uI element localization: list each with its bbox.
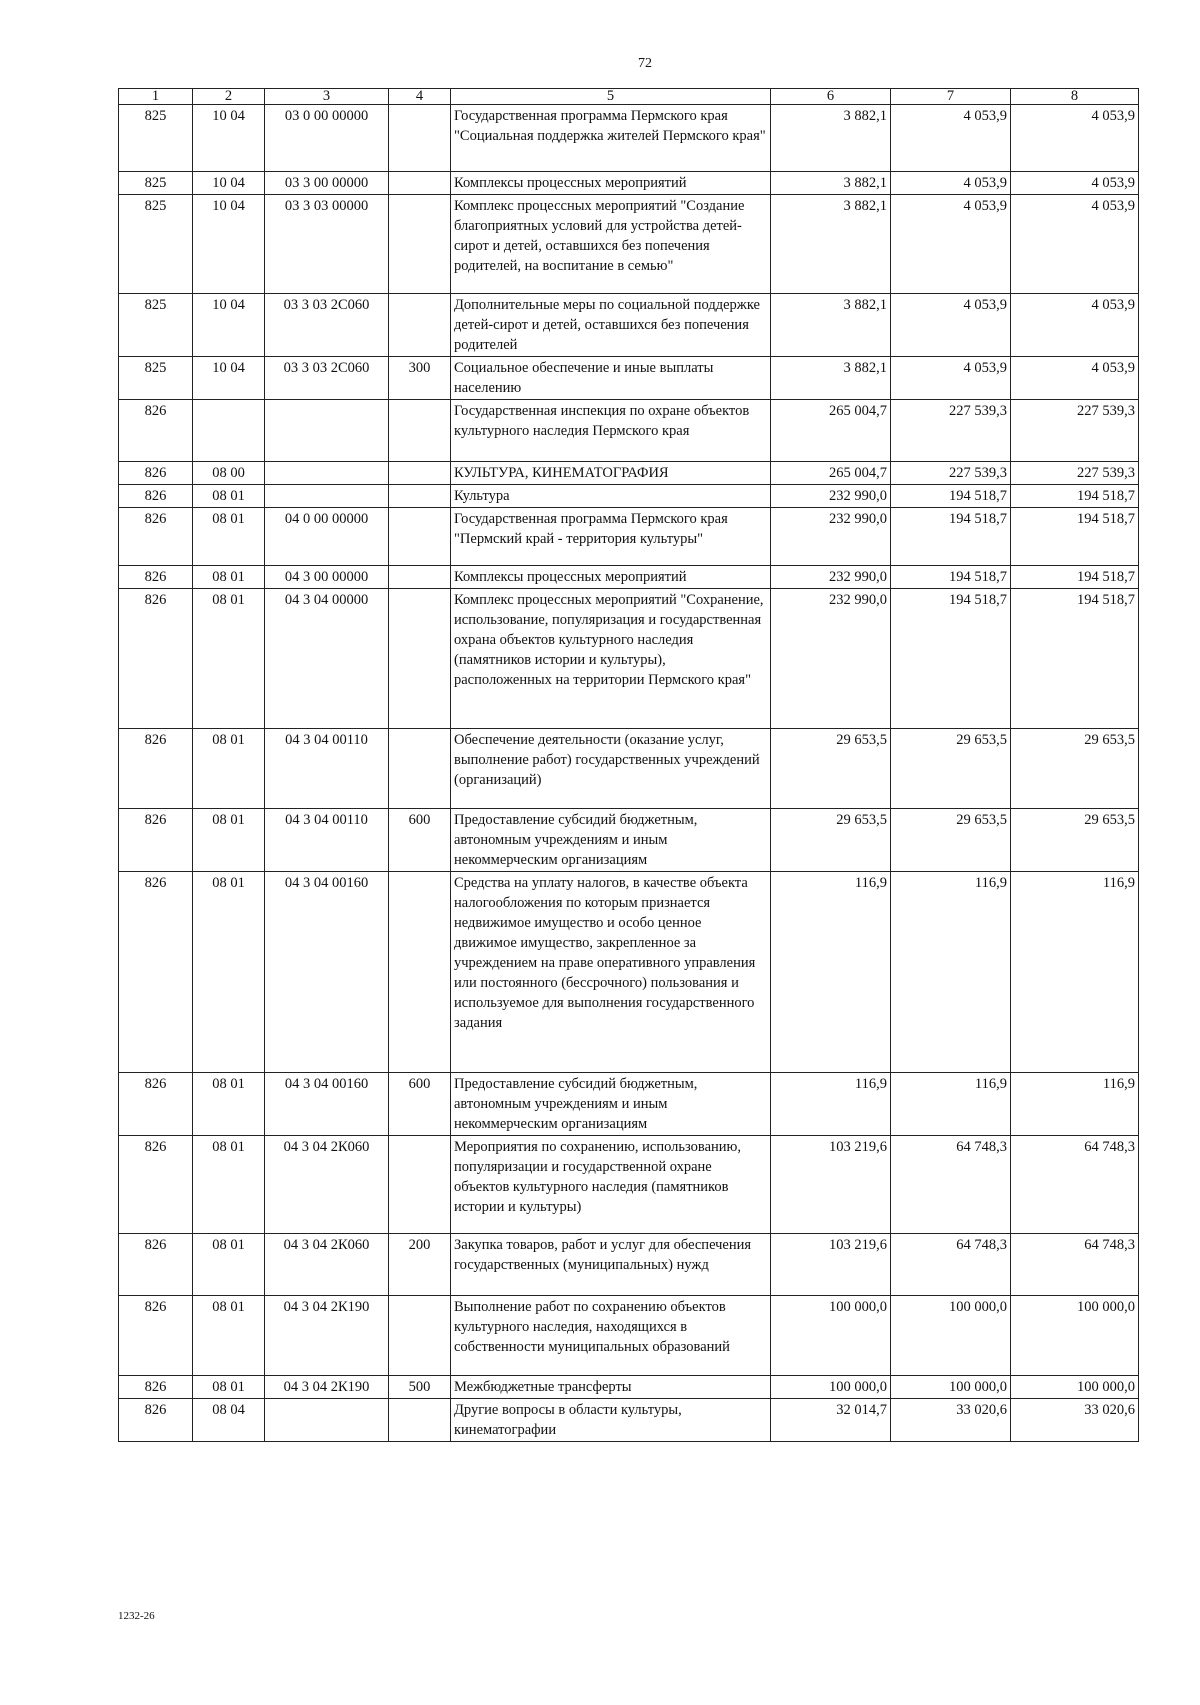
item-name-cell: Культура [451,485,771,508]
table-row [119,1376,1139,1399]
amount-2025-cell: 64 748,3 [891,1234,1011,1296]
amount-2026-cell: 4 053,9 [1011,105,1139,172]
amount-2025-cell: 116,9 [891,872,1011,1073]
table-row [119,294,1139,357]
amount-2026-cell: 100 000,0 [1011,1376,1139,1399]
column-header: 8 [1011,89,1139,105]
expense-type-code-cell: 300 [389,357,451,400]
amount-2024-cell: 3 882,1 [771,105,891,172]
amount-2024-cell: 29 653,5 [771,809,891,872]
section-code-cell: 08 01 [193,589,265,729]
column-header: 6 [771,89,891,105]
glavbs-code-cell: 825 [119,294,193,357]
expense-type-code-cell: 600 [389,1073,451,1136]
item-name-cell: Средства на уплату налогов, в качестве объекта налогообложения по которым признается недвижимое имущество и особо ценное движимое имущество, закрепленное за учреждением на праве оперативного управления или постоянного (бессрочного) пользования и используемое для выполнения государственного задания [451,872,771,1073]
item-name-cell: Государственная программа Пермского края "Пермский край - территория культуры" [451,508,771,566]
amount-2026-cell: 227 539,3 [1011,400,1139,462]
target-article-code-cell: 04 0 00 00000 [265,508,389,566]
section-code-cell: 08 01 [193,809,265,872]
amount-2024-cell: 232 990,0 [771,485,891,508]
amount-2024-cell: 232 990,0 [771,589,891,729]
item-name-cell: Государственная программа Пермского края "Социальная поддержка жителей Пермского края" [451,105,771,172]
column-header: 5 [451,89,771,105]
item-name-cell: Обеспечение деятельности (оказание услуг, выполнение работ) государственных учреждений (организаций) [451,729,771,809]
glavbs-code-cell: 826 [119,400,193,462]
table-row [119,508,1139,566]
expense-type-code-cell [389,1136,451,1234]
amount-2026-cell: 194 518,7 [1011,566,1139,589]
item-name-cell: Социальное обеспечение и иные выплаты населению [451,357,771,400]
target-article-code-cell: 04 3 04 2К060 [265,1234,389,1296]
target-article-code-cell: 04 3 04 2К190 [265,1376,389,1399]
target-article-code-cell: 04 3 04 00110 [265,729,389,809]
expense-type-code-cell: 500 [389,1376,451,1399]
amount-2024-cell: 103 219,6 [771,1136,891,1234]
table-row [119,809,1139,872]
glavbs-code-cell: 826 [119,508,193,566]
item-name-cell: Комплекс процессных мероприятий "Сохранение, использование, популяризация и государственная охрана объектов культурного наследия (памятников истории и культуры), расположенных на территории Пермского края" [451,589,771,729]
amount-2026-cell: 116,9 [1011,872,1139,1073]
section-code-cell: 08 01 [193,1073,265,1136]
item-name-cell: КУЛЬТУРА, КИНЕМАТОГРАФИЯ [451,462,771,485]
expense-type-code-cell [389,729,451,809]
glavbs-code-cell: 825 [119,105,193,172]
glavbs-code-cell: 826 [119,1376,193,1399]
expense-type-code-cell [389,462,451,485]
expense-type-code-cell [389,485,451,508]
target-article-code-cell: 04 3 04 00110 [265,809,389,872]
expense-type-code-cell [389,172,451,195]
glavbs-code-cell: 826 [119,729,193,809]
amount-2024-cell: 100 000,0 [771,1296,891,1376]
amount-2026-cell: 4 053,9 [1011,294,1139,357]
target-article-code-cell: 03 3 00 00000 [265,172,389,195]
section-code-cell: 08 01 [193,872,265,1073]
glavbs-code-cell: 826 [119,1399,193,1442]
target-article-code-cell: 04 3 00 00000 [265,566,389,589]
amount-2026-cell: 194 518,7 [1011,589,1139,729]
amount-2026-cell: 4 053,9 [1011,195,1139,294]
target-article-code-cell: 03 3 03 2С060 [265,357,389,400]
glavbs-code-cell: 825 [119,357,193,400]
glavbs-code-cell: 826 [119,1296,193,1376]
target-article-code-cell: 04 3 04 00160 [265,1073,389,1136]
budget-table [118,88,1139,1442]
table-row [119,1234,1139,1296]
table-row [119,589,1139,729]
amount-2026-cell: 64 748,3 [1011,1234,1139,1296]
amount-2025-cell: 29 653,5 [891,809,1011,872]
column-header: 7 [891,89,1011,105]
amount-2025-cell: 194 518,7 [891,485,1011,508]
amount-2024-cell: 3 882,1 [771,195,891,294]
amount-2024-cell: 3 882,1 [771,357,891,400]
expense-type-code-cell [389,105,451,172]
section-code-cell: 10 04 [193,105,265,172]
target-article-code-cell [265,485,389,508]
amount-2026-cell: 29 653,5 [1011,729,1139,809]
amount-2024-cell: 116,9 [771,872,891,1073]
amount-2025-cell: 194 518,7 [891,566,1011,589]
glavbs-code-cell: 826 [119,809,193,872]
glavbs-code-cell: 826 [119,589,193,729]
amount-2024-cell: 100 000,0 [771,1376,891,1399]
item-name-cell: Закупка товаров, работ и услуг для обеспечения государственных (муниципальных) нужд [451,1234,771,1296]
item-name-cell: Предоставление субсидий бюджетным, автономным учреждениям и иным некоммерческим организациям [451,1073,771,1136]
table-row [119,105,1139,172]
amount-2026-cell: 64 748,3 [1011,1136,1139,1234]
expense-type-code-cell [389,589,451,729]
expense-type-code-cell [389,1399,451,1442]
section-code-cell: 08 00 [193,462,265,485]
amount-2025-cell: 194 518,7 [891,589,1011,729]
expense-type-code-cell [389,195,451,294]
table-row [119,172,1139,195]
item-name-cell: Государственная инспекция по охране объектов культурного наследия Пермского края [451,400,771,462]
amount-2025-cell: 4 053,9 [891,357,1011,400]
table-row [119,1073,1139,1136]
table-header [119,89,1139,105]
amount-2025-cell: 4 053,9 [891,172,1011,195]
amount-2025-cell: 4 053,9 [891,195,1011,294]
expense-type-code-cell [389,1296,451,1376]
column-header: 1 [119,89,193,105]
table-row [119,357,1139,400]
amount-2024-cell: 265 004,7 [771,462,891,485]
section-code-cell: 08 01 [193,566,265,589]
glavbs-code-cell: 826 [119,872,193,1073]
section-code-cell: 08 01 [193,729,265,809]
table-row [119,485,1139,508]
amount-2024-cell: 232 990,0 [771,508,891,566]
amount-2026-cell: 33 020,6 [1011,1399,1139,1442]
expense-type-code-cell [389,400,451,462]
item-name-cell: Межбюджетные трансферты [451,1376,771,1399]
target-article-code-cell: 04 3 04 2К190 [265,1296,389,1376]
section-code-cell: 10 04 [193,195,265,294]
amount-2025-cell: 4 053,9 [891,105,1011,172]
table-row [119,195,1139,294]
expense-type-code-cell [389,566,451,589]
section-code-cell: 08 04 [193,1399,265,1442]
target-article-code-cell: 03 0 00 00000 [265,105,389,172]
amount-2025-cell: 33 020,6 [891,1399,1011,1442]
glavbs-code-cell: 825 [119,172,193,195]
table-row [119,872,1139,1073]
amount-2025-cell: 227 539,3 [891,400,1011,462]
amount-2026-cell: 194 518,7 [1011,485,1139,508]
amount-2026-cell: 194 518,7 [1011,508,1139,566]
amount-2025-cell: 100 000,0 [891,1376,1011,1399]
footer-code: 1232-26 [118,1610,155,1622]
header-row [119,89,1139,105]
glavbs-code-cell: 826 [119,1234,193,1296]
amount-2025-cell: 29 653,5 [891,729,1011,809]
section-code-cell: 10 04 [193,294,265,357]
amount-2026-cell: 4 053,9 [1011,172,1139,195]
target-article-code-cell [265,1399,389,1442]
column-header: 2 [193,89,265,105]
section-code-cell [193,400,265,462]
expense-type-code-cell [389,508,451,566]
glavbs-code-cell: 826 [119,462,193,485]
target-article-code-cell: 04 3 04 2К060 [265,1136,389,1234]
section-code-cell: 08 01 [193,1376,265,1399]
glavbs-code-cell: 826 [119,485,193,508]
target-article-code-cell [265,400,389,462]
glavbs-code-cell: 825 [119,195,193,294]
amount-2025-cell: 64 748,3 [891,1136,1011,1234]
table-row [119,1399,1139,1442]
table-row [119,400,1139,462]
section-code-cell: 10 04 [193,357,265,400]
table-row [119,1296,1139,1376]
target-article-code-cell: 04 3 04 00160 [265,872,389,1073]
item-name-cell: Дополнительные меры по социальной поддержке детей-сирот и детей, оставшихся без попечения родителей [451,294,771,357]
table-row [119,566,1139,589]
item-name-cell: Комплексы процессных мероприятий [451,566,771,589]
amount-2024-cell: 29 653,5 [771,729,891,809]
amount-2024-cell: 3 882,1 [771,172,891,195]
item-name-cell: Комплексы процессных мероприятий [451,172,771,195]
target-article-code-cell: 04 3 04 00000 [265,589,389,729]
column-header: 3 [265,89,389,105]
amount-2024-cell: 265 004,7 [771,400,891,462]
amount-2024-cell: 3 882,1 [771,294,891,357]
expense-type-code-cell [389,294,451,357]
amount-2026-cell: 227 539,3 [1011,462,1139,485]
amount-2025-cell: 194 518,7 [891,508,1011,566]
section-code-cell: 08 01 [193,485,265,508]
amount-2026-cell: 100 000,0 [1011,1296,1139,1376]
amount-2026-cell: 4 053,9 [1011,357,1139,400]
item-name-cell: Комплекс процессных мероприятий "Создание благоприятных условий для устройства детей-сирот и детей, оставшихся без попечения родителей, на воспитание в семью" [451,195,771,294]
amount-2024-cell: 32 014,7 [771,1399,891,1442]
amount-2026-cell: 116,9 [1011,1073,1139,1136]
section-code-cell: 08 01 [193,1234,265,1296]
amount-2024-cell: 116,9 [771,1073,891,1136]
section-code-cell: 08 01 [193,1296,265,1376]
glavbs-code-cell: 826 [119,1073,193,1136]
item-name-cell: Выполнение работ по сохранению объектов культурного наследия, находящихся в собственности муниципальных образований [451,1296,771,1376]
target-article-code-cell: 03 3 03 2С060 [265,294,389,357]
amount-2025-cell: 100 000,0 [891,1296,1011,1376]
expense-type-code-cell [389,872,451,1073]
expense-type-code-cell: 600 [389,809,451,872]
amount-2024-cell: 103 219,6 [771,1234,891,1296]
section-code-cell: 10 04 [193,172,265,195]
section-code-cell: 08 01 [193,508,265,566]
item-name-cell: Мероприятия по сохранению, использованию, популяризации и государственной охране объектов культурного наследия (памятников истории и культуры) [451,1136,771,1234]
glavbs-code-cell: 826 [119,1136,193,1234]
column-header: 4 [389,89,451,105]
section-code-cell: 08 01 [193,1136,265,1234]
item-name-cell: Другие вопросы в области культуры, кинематографии [451,1399,771,1442]
table-row [119,729,1139,809]
item-name-cell: Предоставление субсидий бюджетным, автономным учреждениям и иным некоммерческим организациям [451,809,771,872]
target-article-code-cell: 03 3 03 00000 [265,195,389,294]
amount-2025-cell: 227 539,3 [891,462,1011,485]
table-body [119,105,1139,1442]
amount-2026-cell: 29 653,5 [1011,809,1139,872]
table-row [119,462,1139,485]
amount-2025-cell: 116,9 [891,1073,1011,1136]
amount-2025-cell: 4 053,9 [891,294,1011,357]
table-row [119,1136,1139,1234]
amount-2024-cell: 232 990,0 [771,566,891,589]
target-article-code-cell [265,462,389,485]
expense-type-code-cell: 200 [389,1234,451,1296]
glavbs-code-cell: 826 [119,566,193,589]
page-number: 72 [638,56,652,71]
